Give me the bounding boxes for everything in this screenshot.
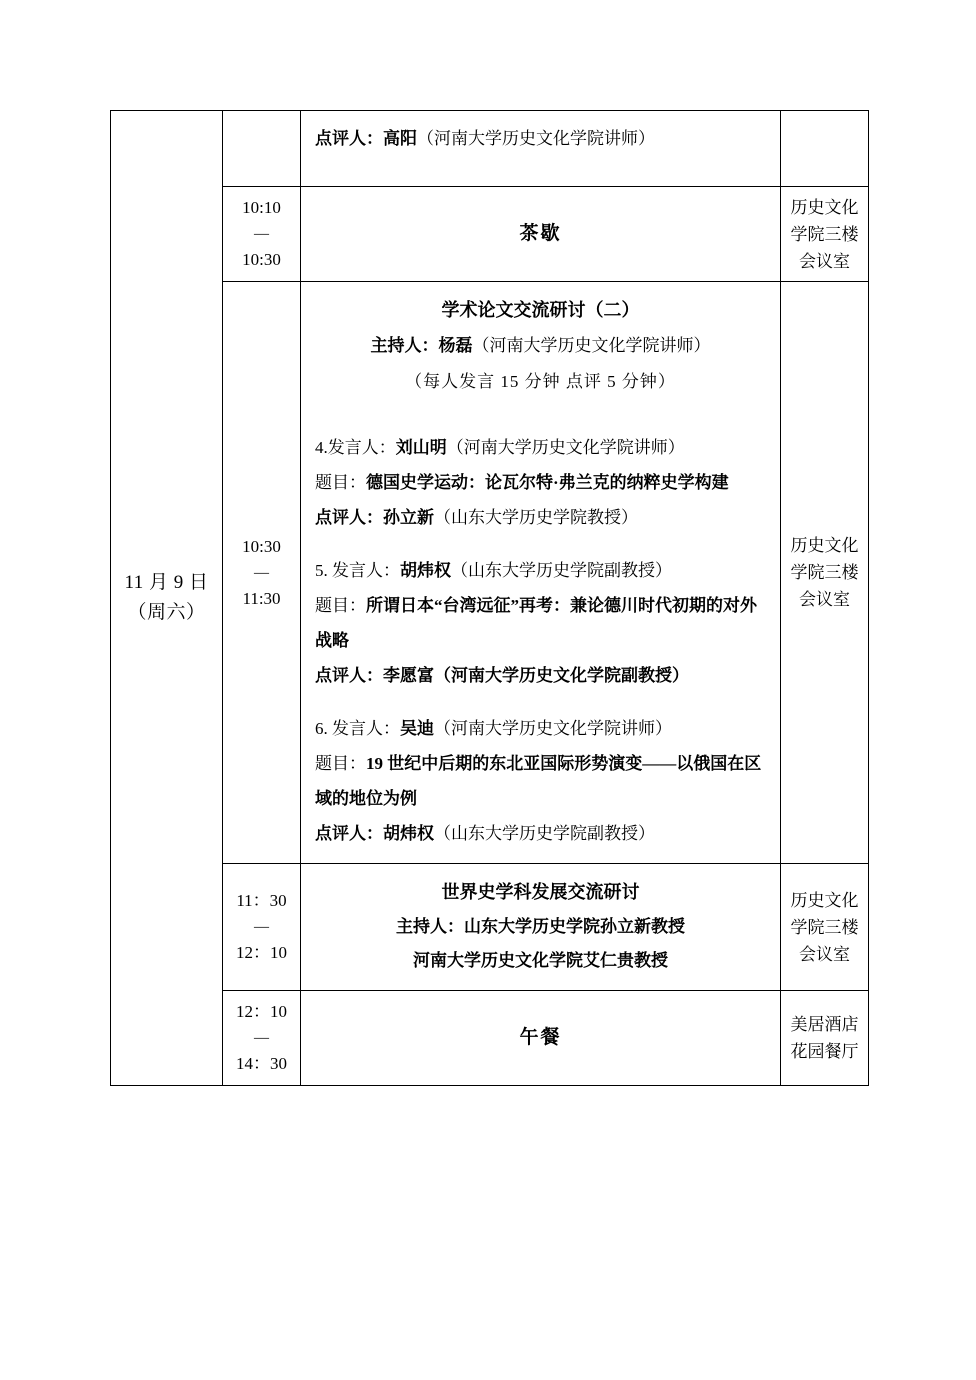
content-cell-comment [301, 111, 781, 187]
lunch-time-end: 14：30 [236, 1054, 287, 1073]
content-cell-session-two [301, 282, 781, 864]
time-dash: — [254, 919, 269, 935]
commenter-name: 孙立新 [383, 508, 434, 527]
time-empty [223, 143, 300, 155]
session-two-title: 学术论文交流研讨（二） [441, 300, 640, 320]
room-line-1: 历史文化 [790, 197, 859, 217]
forum-time-end: 12：10 [236, 943, 287, 962]
speaker-line [315, 553, 766, 588]
room-cell-empty [781, 111, 869, 187]
forum-title: 世界史学科发展交流研讨 [441, 882, 640, 902]
host-affiliation: （河南大学历史文化学院讲师） [472, 336, 711, 355]
commenter-affiliation: （山东大学历史学院副教授） [434, 824, 655, 843]
speaker-name: 胡炜权 [400, 561, 451, 580]
table-row [111, 187, 869, 282]
commenter-affiliation: （山东大学历史学院教授） [434, 508, 638, 527]
tea-break-title: 茶歇 [519, 223, 562, 244]
time-dash: — [254, 1030, 269, 1046]
speaker-line [315, 711, 766, 746]
commenter-label-name: 点评人：高阳 [315, 129, 417, 148]
topic-label: 题目： [315, 754, 366, 773]
topic-line [315, 588, 766, 658]
speaker-line [315, 430, 766, 465]
commenter-label: 点评人： [315, 824, 383, 843]
table-row [111, 864, 869, 991]
commenter-name: 李愿富 [383, 666, 434, 685]
topic-line [315, 465, 766, 500]
forum-host-line-2: 河南大学历史文化学院艾仁贵教授 [413, 951, 668, 970]
topic-label: 题目： [315, 473, 366, 492]
speaker-affiliation: （山东大学历史学院副教授） [451, 561, 672, 580]
room-cell-forum [781, 864, 869, 991]
room-line-1: 历史文化 [790, 890, 859, 910]
commenter-line [315, 658, 766, 693]
session-two-time-end: 11:30 [242, 588, 281, 608]
forum-time-start: 11：30 [236, 891, 287, 910]
time-cell-empty [223, 111, 301, 187]
room-cell-lunch [781, 991, 869, 1086]
lunch-time-start: 12：10 [236, 1002, 287, 1021]
content-cell-forum [301, 864, 781, 991]
date-line-2: （周六） [127, 602, 206, 623]
host-label: 主持人： [370, 336, 439, 355]
lunch-title: 午餐 [519, 1027, 562, 1048]
date-cell [111, 111, 223, 1086]
forum-host-line-1: 主持人：山东大学历史学院孙立新教授 [396, 917, 685, 936]
room-cell-tea [781, 187, 869, 282]
room-line-3: 会议室 [799, 251, 850, 271]
speaker-label: 发言人： [332, 561, 400, 580]
item-index: 5. [315, 561, 328, 580]
speaker-name: 吴迪 [400, 719, 434, 738]
topic-label: 题目： [315, 596, 366, 615]
date-line-1: 11 月 9 日 [124, 572, 209, 593]
commenter-name: 胡炜权 [383, 824, 434, 843]
commenter-affiliation: （河南大学历史文化学院讲师） [417, 129, 655, 148]
session-two-time-start: 10:30 [242, 536, 281, 556]
content-cell-tea [301, 187, 781, 282]
commenter-affiliation: （河南大学历史文化学院副教授） [434, 666, 689, 685]
table-row [111, 991, 869, 1086]
content-cell-lunch [301, 991, 781, 1086]
schedule-table [110, 110, 869, 1086]
room-line-1: 历史文化 [790, 536, 859, 555]
commenter-label: 点评人： [315, 508, 383, 527]
topic-text: 德国史学运动：论瓦尔特·弗兰克的纳粹史学构建 [366, 473, 729, 492]
room-line-3: 会议室 [799, 590, 850, 609]
topic-line [315, 746, 766, 816]
speaker-name: 刘山明 [395, 438, 447, 457]
topic-text: 所谓日本“台湾远征”再考：兼论德川时代初期的对外战略 [315, 596, 757, 650]
time-cell-session-two [223, 282, 301, 864]
room-line-2: 花园餐厅 [790, 1042, 859, 1061]
table-row [111, 111, 869, 187]
time-dash: — [254, 564, 269, 581]
speaker-affiliation: （河南大学历史文化学院讲师） [434, 719, 672, 738]
speaker-label: 发言人： [332, 719, 400, 738]
speaker-label: 发言人： [327, 438, 396, 457]
tea-time-start: 10:10 [242, 198, 281, 217]
time-cell-forum [223, 864, 301, 991]
time-cell-tea [223, 187, 301, 282]
paper-item-6 [315, 711, 766, 851]
tea-time-end: 10:30 [242, 250, 281, 269]
comment-line [315, 121, 766, 156]
session-two-note: （每人发言 15 分钟 点评 5 分钟） [405, 372, 676, 391]
room-cell-session-two [781, 282, 869, 864]
time-dash: — [254, 226, 269, 242]
room-line-2: 学院三楼 [790, 224, 859, 244]
room-line-1: 美居酒店 [790, 1015, 859, 1034]
paper-item-4 [315, 430, 766, 535]
time-cell-lunch [223, 991, 301, 1086]
table-row [111, 282, 869, 864]
room-line-2: 学院三楼 [790, 563, 859, 582]
topic-text: 19 世纪中后期的东北亚国际形势演变——以俄国在区域的地位为例 [315, 754, 762, 808]
commenter-line [315, 500, 766, 535]
commenter-line [315, 816, 766, 851]
session-two-host [315, 328, 766, 364]
room-line-3: 会议室 [799, 944, 850, 964]
commenter-label: 点评人： [315, 666, 383, 685]
speaker-affiliation: （河南大学历史文化学院讲师） [446, 438, 685, 457]
paper-item-5 [315, 553, 766, 693]
item-index: 6. [315, 719, 328, 738]
room-line-2: 学院三楼 [790, 917, 859, 937]
item-index: 4. [315, 438, 328, 457]
host-name: 杨磊 [438, 336, 473, 355]
